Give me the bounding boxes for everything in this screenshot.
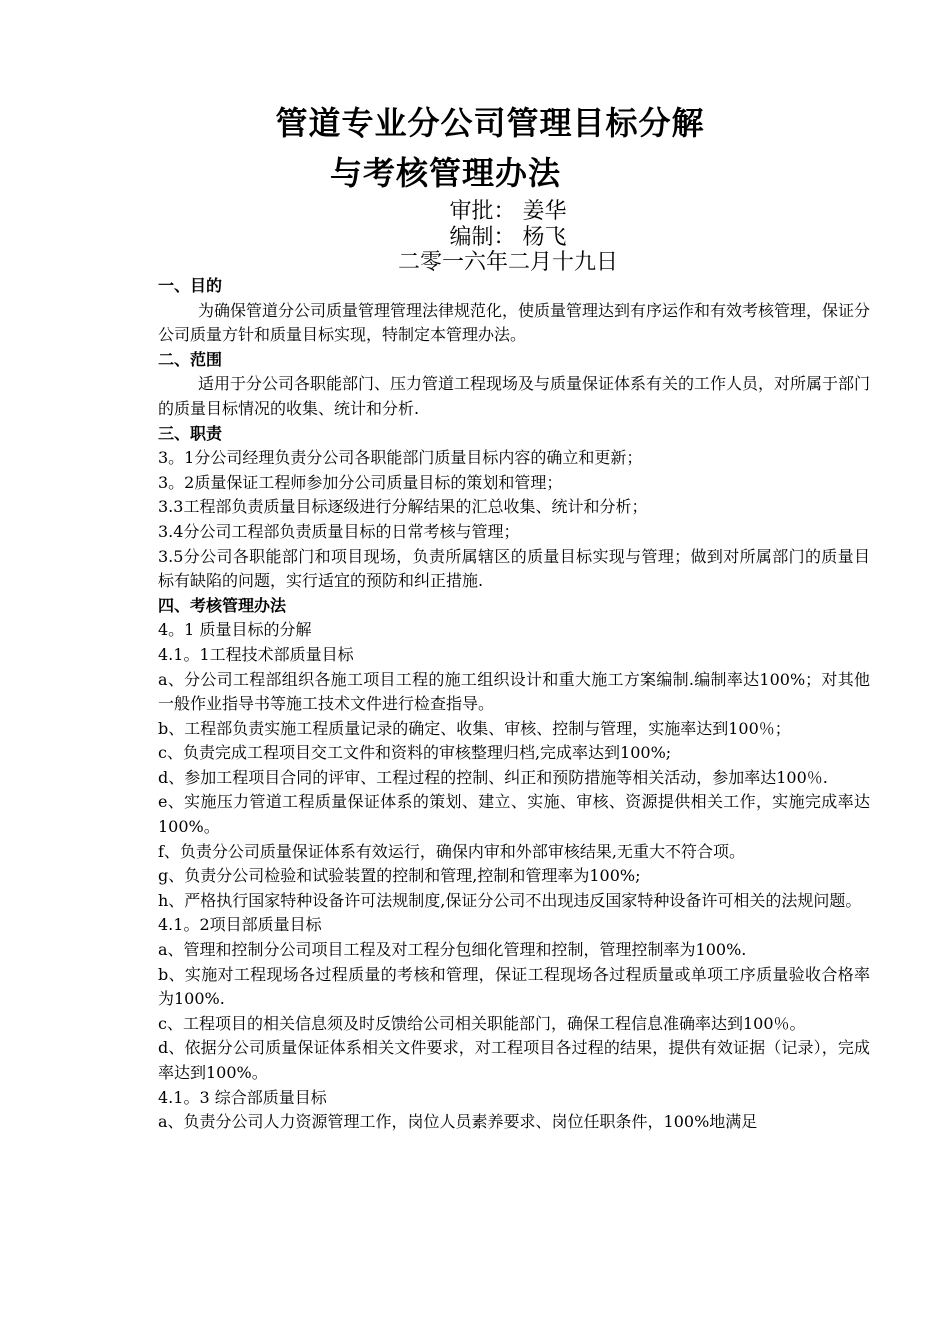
list-item: c、工程项目的相关信息须及时反馈给公司相关职能部门，确保工程信息准确率达到100％。 — [158, 1013, 806, 1033]
list-item: c、负责完成工程项目交工文件和资料的审核整理归档,完成率达到100%; — [158, 743, 672, 763]
approval-line: 审批： 姜华 — [449, 199, 567, 224]
list-item: a、分公司工程部组织各施工项目工程的施工组织设计和重大施工方案编制.编制率达100%；对其他一般作业指导书等施工技术文件进行检查指导。 — [158, 669, 870, 714]
subsection-heading: 4.1。3 综合部质量目标 — [158, 1087, 327, 1107]
subsection-heading: 4。1 质量目标的分解 — [158, 620, 312, 640]
list-item: f、负责分公司质量保证体系有效运行，确保内审和外部审核结果,无重大不符合项。 — [158, 841, 746, 861]
section-heading-scope: 二、范围 — [158, 349, 223, 369]
document-body — [158, 274, 870, 1135]
list-item: b、工程部负责实施工程质量记录的确定、收集、审核、控制与管理，实施率达到100％； — [158, 718, 791, 738]
list-item: e、实施压力管道工程质量保证体系的策划、建立、实施、审核、资源提供相关工作，实施完成率达100%。 — [158, 792, 870, 837]
list-item: g、负责分公司检验和试验装置的控制和管理,控制和管理率为100%; — [158, 866, 641, 886]
document-title-line1: 管道专业分公司管理目标分解 — [275, 104, 705, 142]
paragraph-scope: 适用于分公司各职能部门、压力管道工程现场及与质量保证体系有关的工作人员，对所属于部门的质量目标情况的收集、统计和分析. — [158, 374, 871, 418]
list-item: 3.3工程部负责质量目标逐级进行分解结果的汇总收集、统计和分析； — [158, 497, 648, 517]
list-item: a、管理和控制分公司项目工程及对工程分包细化管理和控制，管理控制率为100%. — [158, 940, 747, 960]
list-item: b、实施对工程现场各过程质量的考核和管理，保证工程现场各过程质量或单项工序质量验收合格率为100%. — [158, 964, 870, 1009]
list-item: 3。1分公司经理负责分公司各职能部门质量目标内容的确立和更新； — [158, 448, 643, 468]
compiled-line: 编制： 杨飞 — [449, 225, 567, 250]
paragraph-purpose: 为确保管道分公司质量管理管理法律规范化，使质量管理达到有序运作和有效考核管理，保证分公司质量方针和质量目标实现，特制定本管理办法。 — [158, 300, 871, 345]
list-item: h、严格执行国家特种设备许可法规制度,保证分公司不出现违反国家特种设备许可相关的法规问题。 — [158, 890, 862, 910]
list-item: 3。2质量保证工程师参加分公司质量目标的策划和管理； — [158, 472, 563, 492]
document-title-line2: 与考核管理办法 — [330, 154, 562, 192]
subsection-heading: 4.1。2项目部质量目标 — [158, 915, 322, 935]
subsection-heading: 4.1。1工程技术部质量目标 — [158, 644, 354, 664]
section-heading-duties: 三、职责 — [158, 423, 223, 443]
list-item: 3.5分公司各职能部门和项目现场，负责所属辖区的质量目标实现与管理；做到对所属部门的质量目标有缺陷的问题，实行适宜的预防和纠正措施. — [158, 546, 870, 591]
list-item: 3.4分公司工程部负责质量目标的日常考核与管理； — [158, 521, 520, 541]
date-line: 二零一六年二月十九日 — [397, 250, 618, 275]
section-heading-assessment: 四、考核管理办法 — [158, 595, 287, 615]
section-heading-purpose: 一、目的 — [158, 276, 223, 295]
list-item: d、依据分公司质量保证体系相关文件要求，对工程项目各过程的结果，提供有效证据（记录），完成率达到100%。 — [158, 1038, 870, 1082]
list-item: a、负责分公司人力资源管理工作，岗位人员素养要求、岗位任职条件，100%地满足 — [158, 1112, 758, 1132]
list-item: d、参加工程项目合同的评审、工程过程的控制、纠正和预防措施等相关活动，参加率达100％. — [158, 767, 828, 787]
